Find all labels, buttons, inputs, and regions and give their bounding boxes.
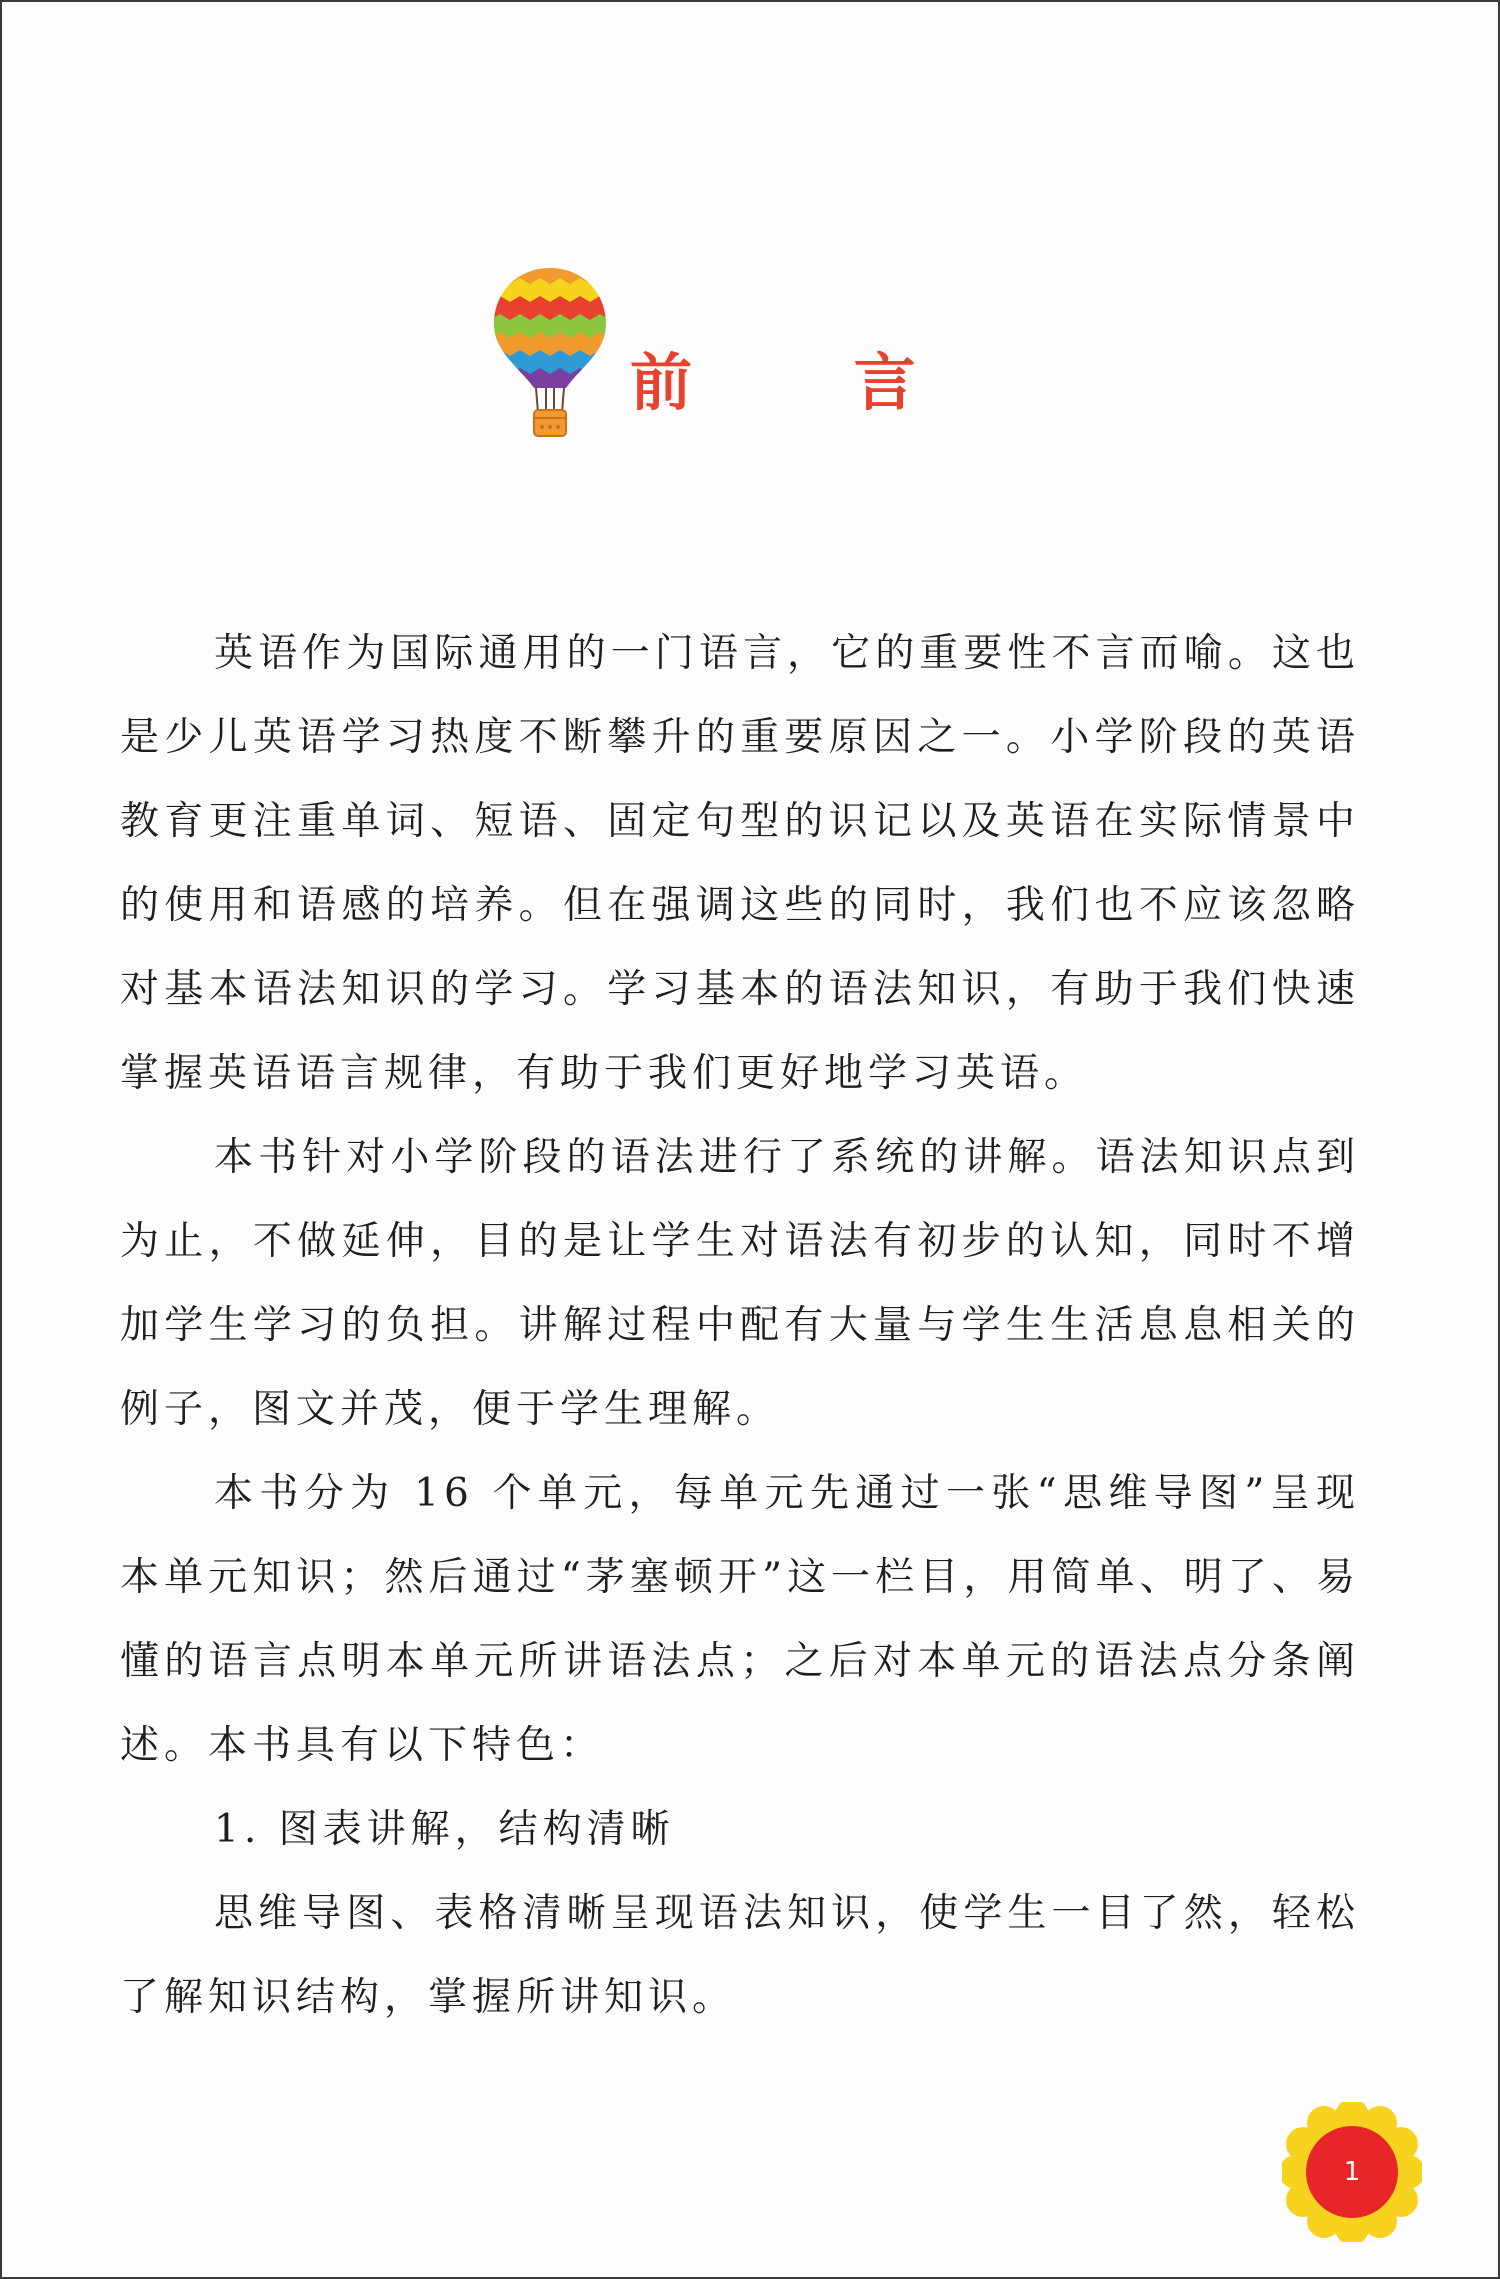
page-title: 前 言 [630,346,986,419]
page-number-badge [1282,2102,1422,2242]
paragraph-1: 英语作为国际通用的一门语言，它的重要性不言而喻。这也是少儿英语学习热度不断攀升的重要原因之一。小学阶段的英语教育更注重单词、短语、固定句型的识记以及英语在实际情景中的使用和语感的培养。但在强调这些的同时，我们也不应该忽略对基本语法知识的学习。学习基本的语法知识，有助于我们快速掌握英语语言规律，有助于我们更好地学习英语。 [120,631,1360,1096]
hot-air-balloon-icon [490,264,610,444]
feature-heading-1: 1. 图表讲解，结构清晰 [214,1807,675,1852]
page-number: 1 [1343,2157,1361,2187]
preface-header [490,264,1010,464]
preface-body [120,612,1360,2040]
paragraph-2: 本书针对小学阶段的语法进行了系统的讲解。语法知识点到为止，不做延伸，目的是让学生对语法有初步的认知，同时不增加学生学习的负担。讲解过程中配有大量与学生生活息息相关的例子，图文并茂，便于学生理解。 [120,1135,1360,1432]
feature-text-1: 思维导图、表格清晰呈现语法知识，使学生一目了然，轻松了解知识结构，掌握所讲知识。 [120,1891,1360,2020]
paragraph-3: 本书分为 16 个单元，每单元先通过一张“思维导图”呈现本单元知识；然后通过“茅塞顿开”这一栏目，用简单、明了、易懂的语言点明本单元所讲语法点；之后对本单元的语法点分条阐述。本书具有以下特色： [120,1471,1360,1768]
